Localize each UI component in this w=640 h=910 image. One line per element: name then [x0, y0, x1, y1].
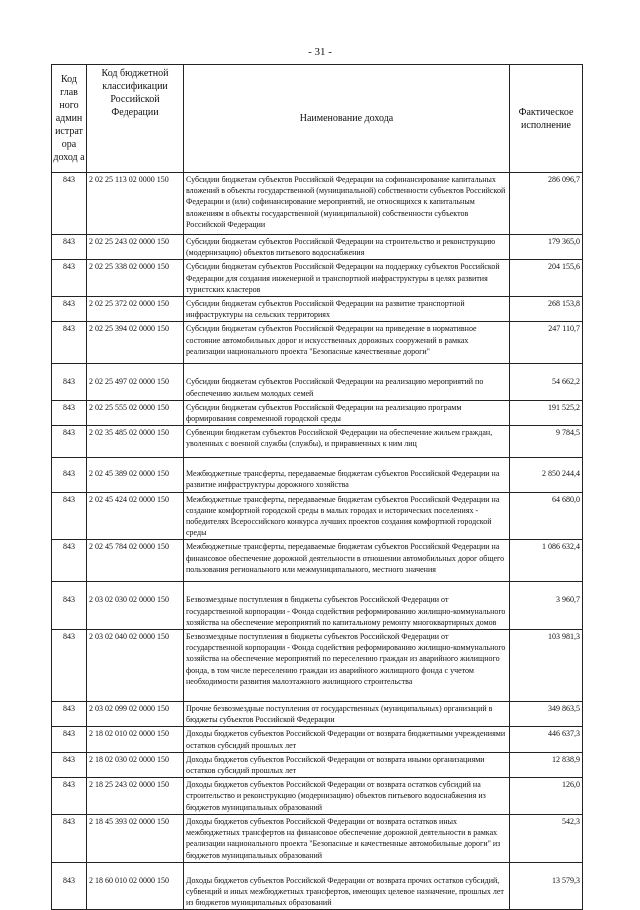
row-revenue-name: Субвенции бюджетам субъектов Российской Федерации на обеспечение жильем граждан, уволенных с военной службы (службы), и приравненных к ним лиц — [184, 426, 510, 458]
table-row — [52, 458, 583, 492]
row-budget-code: 2 18 60 010 02 0000 150 — [87, 862, 184, 910]
table-row — [52, 582, 583, 630]
row-admin-code: 843 — [52, 630, 87, 702]
row-revenue-name: Прочие безвозмездные поступления от государственных (муниципальных) организаций в бюджеты субъектов Российской Федерации — [184, 702, 510, 727]
table-row — [52, 173, 583, 235]
header-revenue-name: Наименование дохода — [184, 65, 510, 173]
row-budget-code: 2 18 02 030 02 0000 150 — [87, 752, 184, 777]
row-revenue-name: Субсидии бюджетам субъектов Российской Федерации на софинансирование капитальных вложений в объекты государственной (муниципальной) собственности субъектов Российской Федерации и (или) софинансирование мероприятий, не относящихся к капитальным вложениям в объекты государственной (муниципальной) собственности субъектов Российской Федерации — [184, 173, 510, 235]
row-actual-amount: 179 365,0 — [510, 235, 583, 260]
row-budget-code: 2 03 02 040 02 0000 150 — [87, 630, 184, 702]
row-budget-code: 2 18 02 010 02 0000 150 — [87, 727, 184, 752]
row-revenue-name: Доходы бюджетов субъектов Российской Федерации от возврата иными организациями остатков субсидий прошлых лет — [184, 752, 510, 777]
table-row — [52, 400, 583, 425]
header-admin-code: Код глав ного админ истрат ора доход а — [52, 65, 87, 173]
row-admin-code: 843 — [52, 582, 87, 630]
row-admin-code: 843 — [52, 778, 87, 815]
row-budget-code: 2 02 45 784 02 0000 150 — [87, 540, 184, 582]
row-revenue-name: Безвозмездные поступления в бюджеты субъектов Российской Федерации от государственной корпорации - Фонда содействия реформированию жилищно-коммунального хозяйства на обеспечение мероприятий по переселению граждан из аварийного жилищного фонда, в том числе переселению граждан из аварийного жилищного фонда с учетом необходимости развития малоэтажного жилищного строительства — [184, 630, 510, 702]
row-revenue-name: Субсидии бюджетам субъектов Российской Федерации на реализацию мероприятий по обеспечению жильем молодых семей — [184, 364, 510, 400]
row-admin-code: 843 — [52, 297, 87, 322]
row-admin-code: 843 — [52, 260, 87, 297]
row-actual-amount: 446 637,3 — [510, 727, 583, 752]
row-actual-amount: 204 155,6 — [510, 260, 583, 297]
row-actual-amount: 2 850 244,4 — [510, 458, 583, 492]
row-revenue-name: Доходы бюджетов субъектов Российской Федерации от возврата остатков субсидий на строительство и реконструкцию (модернизацию) объектов питьевого водоснабжения из бюджетов муниципальных образований — [184, 778, 510, 815]
row-admin-code: 843 — [52, 862, 87, 910]
row-actual-amount: 64 680,0 — [510, 492, 583, 540]
table-row — [52, 727, 583, 752]
row-admin-code: 843 — [52, 400, 87, 425]
row-admin-code: 843 — [52, 322, 87, 364]
row-admin-code: 843 — [52, 814, 87, 862]
row-actual-amount: 1 086 632,4 — [510, 540, 583, 582]
table-row — [52, 260, 583, 297]
row-revenue-name: Субсидии бюджетам субъектов Российской Федерации на строительство и реконструкцию (модернизацию) объектов питьевого водоснабжения — [184, 235, 510, 260]
row-revenue-name: Межбюджетные трансферты, передаваемые бюджетам субъектов Российской Федерации на развитие инфраструктуры дорожного хозяйства — [184, 458, 510, 492]
table-row — [52, 702, 583, 727]
table-row — [52, 426, 583, 458]
table-row — [52, 297, 583, 322]
row-revenue-name: Субсидии бюджетам субъектов Российской Федерации на реализацию программ формирования современной городской среды — [184, 400, 510, 425]
header-budget-code: Код бюджетной классификации Российской Федерации — [87, 65, 184, 173]
row-actual-amount: 9 784,5 — [510, 426, 583, 458]
row-revenue-name: Безвозмездные поступления в бюджеты субъектов Российской Федерации от государственной корпорации - Фонда содействия реформированию жилищно-коммунального хозяйства на обеспечение мероприятий по капитальному ремонту многоквартирных домов — [184, 582, 510, 630]
row-revenue-name: Доходы бюджетов субъектов Российской Федерации от возврата прочих остатков субсидий, субвенций и иных межбюджетных трансфертов, имеющих целевое назначение, прошлых лет из бюджетов муниципальных образований — [184, 862, 510, 910]
page-number: - 31 - — [308, 46, 332, 58]
row-actual-amount: 54 662,2 — [510, 364, 583, 400]
row-admin-code: 843 — [52, 492, 87, 540]
row-budget-code: 2 02 25 555 02 0000 150 — [87, 400, 184, 425]
row-actual-amount: 349 863,5 — [510, 702, 583, 727]
row-actual-amount: 12 838,9 — [510, 752, 583, 777]
row-admin-code: 843 — [52, 702, 87, 727]
table-row — [52, 364, 583, 400]
table-row — [52, 492, 583, 540]
row-revenue-name: Субсидии бюджетам субъектов Российской Федерации на приведение в нормативное состояние автомобильных дорог и искусственных дорожных сооружений в рамках реализации национального проекта "Безопасные качественные дороги" — [184, 322, 510, 364]
row-budget-code: 2 02 25 372 02 0000 150 — [87, 297, 184, 322]
row-actual-amount: 268 153,8 — [510, 297, 583, 322]
row-budget-code: 2 18 45 393 02 0000 150 — [87, 814, 184, 862]
table-header-row — [52, 65, 583, 173]
row-actual-amount: 542,3 — [510, 814, 583, 862]
row-admin-code: 843 — [52, 364, 87, 400]
row-actual-amount: 286 096,7 — [510, 173, 583, 235]
row-budget-code: 2 02 45 389 02 0000 150 — [87, 458, 184, 492]
revenue-table — [51, 64, 583, 910]
row-budget-code: 2 02 45 424 02 0000 150 — [87, 492, 184, 540]
table-row — [52, 862, 583, 910]
header-actual-amount: Фактическое исполнение — [510, 65, 583, 173]
row-actual-amount: 191 525,2 — [510, 400, 583, 425]
table-row — [52, 235, 583, 260]
row-admin-code: 843 — [52, 458, 87, 492]
table-body — [52, 173, 583, 910]
table-row — [52, 814, 583, 862]
row-budget-code: 2 03 02 099 02 0000 150 — [87, 702, 184, 727]
row-admin-code: 843 — [52, 235, 87, 260]
row-admin-code: 843 — [52, 173, 87, 235]
row-revenue-name: Субсидии бюджетам субъектов Российской Федерации на поддержку субъектов Российской Федерации для создания инженерной и транспортной инфраструктуры в целях развития туристских кластеров — [184, 260, 510, 297]
row-actual-amount: 3 960,7 — [510, 582, 583, 630]
row-budget-code: 2 02 25 497 02 0000 150 — [87, 364, 184, 400]
row-actual-amount: 247 110,7 — [510, 322, 583, 364]
table-row — [52, 322, 583, 364]
row-revenue-name: Межбюджетные трансферты, передаваемые бюджетам субъектов Российской Федерации на создание комфортной городской среды в малых городах и исторических поселениях - победителях Всероссийского конкурса лучших проектов создания комфортной городской среды — [184, 492, 510, 540]
row-budget-code: 2 03 02 030 02 0000 150 — [87, 582, 184, 630]
row-actual-amount: 13 579,3 — [510, 862, 583, 910]
table-row — [52, 778, 583, 815]
row-admin-code: 843 — [52, 727, 87, 752]
row-admin-code: 843 — [52, 540, 87, 582]
row-admin-code: 843 — [52, 426, 87, 458]
table-row — [52, 540, 583, 582]
row-budget-code: 2 02 35 485 02 0000 150 — [87, 426, 184, 458]
row-revenue-name: Доходы бюджетов субъектов Российской Федерации от возврата бюджетными учреждениями остатков субсидий прошлых лет — [184, 727, 510, 752]
row-budget-code: 2 02 25 338 02 0000 150 — [87, 260, 184, 297]
row-revenue-name: Субсидии бюджетам субъектов Российской Федерации на развитие транспортной инфраструктуры на сельских территориях — [184, 297, 510, 322]
row-admin-code: 843 — [52, 752, 87, 777]
row-revenue-name: Межбюджетные трансферты, передаваемые бюджетам субъектов Российской Федерации на финансовое обеспечение дорожной деятельности в отношении автомобильных дорог общего пользования регионального или межмуниципального, местного значения — [184, 540, 510, 582]
row-budget-code: 2 18 25 243 02 0000 150 — [87, 778, 184, 815]
table-row — [52, 752, 583, 777]
row-budget-code: 2 02 25 113 02 0000 150 — [87, 173, 184, 235]
row-budget-code: 2 02 25 243 02 0000 150 — [87, 235, 184, 260]
row-revenue-name: Доходы бюджетов субъектов Российской Федерации от возврата остатков иных межбюджетных трансфертов на финансовое обеспечение дорожной деятельности в рамках реализации национального проекта "Безопасные и качественные автомобильные дороги" из бюджетов муниципальных образований — [184, 814, 510, 862]
row-budget-code: 2 02 25 394 02 0000 150 — [87, 322, 184, 364]
row-actual-amount: 126,0 — [510, 778, 583, 815]
table-row — [52, 630, 583, 702]
row-actual-amount: 103 981,3 — [510, 630, 583, 702]
